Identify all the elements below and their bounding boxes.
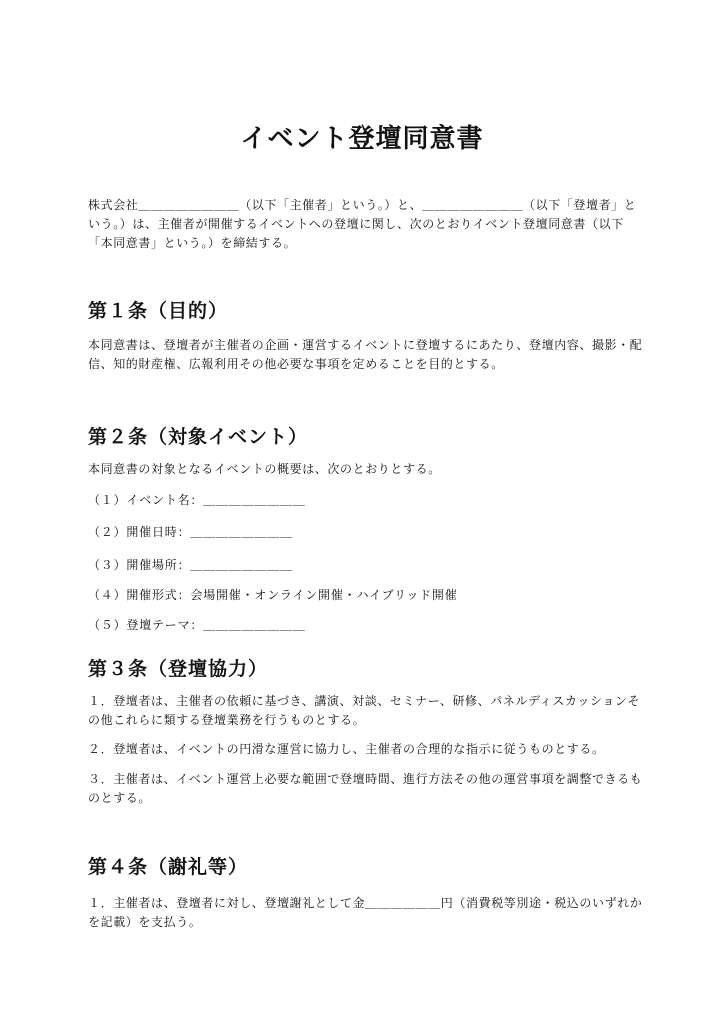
article-2-item-venue: （３）開催場所：＿＿＿＿＿＿＿＿ bbox=[88, 558, 293, 572]
document-title: イベント登壇同意書 bbox=[240, 124, 484, 154]
article-4-heading: 第４条（謝礼等） bbox=[88, 856, 249, 878]
article-3-clause-2: ２．登壇者は、イベントの円滑な運営に協力し、主催者の合理的な指示に従うものとする。 bbox=[88, 742, 605, 756]
intro-paragraph: 株式会社＿＿＿＿＿＿＿＿（以下「主催者」という。）と、＿＿＿＿＿＿＿＿（以下「登壇者」という。）は、主催者が開催するイベントへの登壇に関し、次のとおりイベント登壇同意書（以下「本同意書」という。）を締結する。 bbox=[88, 198, 637, 250]
article-3-heading: 第３条（登壇協力） bbox=[88, 658, 269, 680]
article-2-item-theme: （５）登壇テーマ：＿＿＿＿＿＿＿＿ bbox=[88, 618, 306, 632]
article-2-item-format: （４）開催形式：会場開催・オンライン開催・ハイブリッド開催 bbox=[88, 588, 458, 602]
article-2-item-event-name: （１）イベント名：＿＿＿＿＿＿＿＿ bbox=[88, 493, 306, 507]
article-3-clause-1: １．登壇者は、主催者の依頼に基づき、講演、対談、セミナー、研修、パネルディスカッションその他これらに類する登壇業務を行うものとする。 bbox=[88, 694, 641, 727]
article-2-heading: 第２条（対象イベント） bbox=[88, 426, 309, 448]
article-3-clause-3: ３．主催者は、イベント運営上必要な範囲で登壇時間、進行方法その他の運営事項を調整できるものとする。 bbox=[88, 772, 643, 805]
article-2-body: 本同意書の対象となるイベントの概要は、次のとおりとする。 bbox=[88, 462, 441, 476]
article-1-body: 本同意書は、登壇者が主催者の企画・運営するイベントに登壇するにあたり、登壇内容、撮影・配信、知的財産権、広報利用その他必要な事項を定めることを目的とする。 bbox=[88, 338, 643, 371]
article-4-clause-1: １．主催者は、登壇者に対し、登壇謝礼として金＿＿＿＿＿＿円（消費税等別途・税込のいずれかを記載）を支払う。 bbox=[88, 896, 643, 929]
article-1-heading: 第１条（目的） bbox=[88, 300, 229, 322]
article-2-item-date-time: （２）開催日時：＿＿＿＿＿＿＿＿ bbox=[88, 525, 293, 539]
